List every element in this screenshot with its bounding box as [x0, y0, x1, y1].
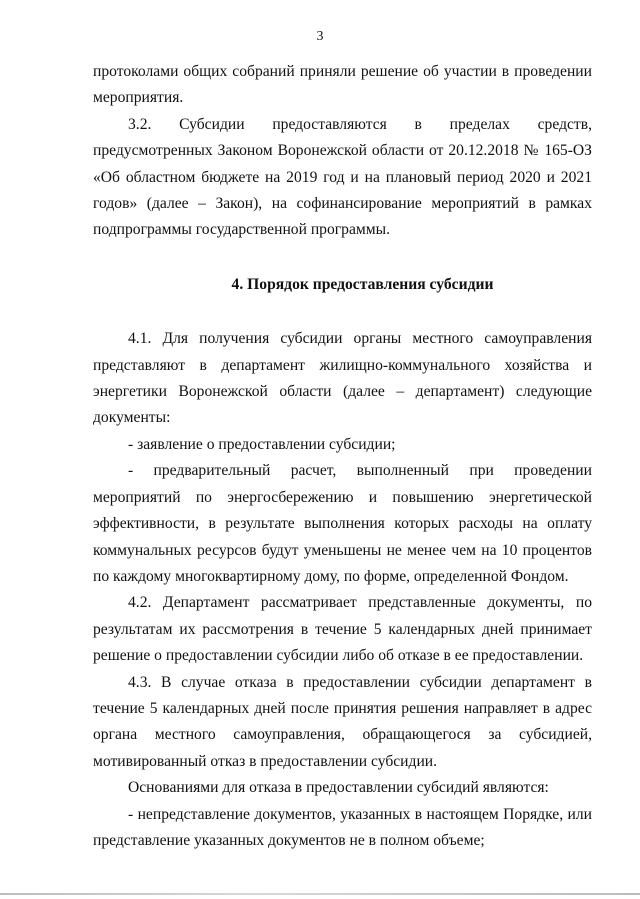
- spacer: [93, 244, 592, 272]
- paragraph-4-1: 4.1. Для получения субсидии органы местного самоуправления представляют в департамент жилищно-коммунального хозяйства и энергетики Воронежской области (далее – департамент) следующие документы:: [93, 330, 592, 427]
- paragraph-3-2: 3.2. Субсидии предоставляются в пределах средств, предусмотренных Законом Воронежской области от 20.12.2018 № 165-ОЗ «Об областном бюджете на 2019 год и на плановый период 2020 и 2021 годов» (далее – Закон), на софинансирование мероприятий в рамках подпрограммы государственной программы.: [93, 115, 592, 239]
- page-number: 3: [316, 29, 324, 44]
- list-item-missing-documents: - непредставление документов, указанных в настоящем Порядке, или представление указанных документов не в полном объеме;: [93, 805, 592, 849]
- paragraph-refusal-grounds: Основаниями для отказа в предоставлении субсидий являются:: [128, 779, 549, 797]
- paragraph-continuation: протоколами общих собраний приняли решение об участии в проведении мероприятия.: [93, 63, 592, 107]
- spacer: [93, 298, 592, 326]
- paragraph-4-3: 4.3. В случае отказа в предоставлении субсидии департамент в течение 5 календарных дней после принятия решения направляет в адрес органа местного самоуправления, обращающегося за субсидией, мотивированный отказ в предоставлении субсидии.: [93, 673, 592, 770]
- list-item-application: - заявление о предоставлении субсидии;: [128, 435, 396, 453]
- paragraph-4-2: 4.2. Департамент рассматривает представленные документы, по результатам их рассмотрения в течение 5 календарных дней принимает решение о предоставлении субсидии либо об отказе в ее предоставлении.: [93, 594, 592, 665]
- list-item-preliminary-calculation: - предварительный расчет, выполненный при проведении мероприятий по энергосбережению и повышению энергетической эффективности, в результате выполнения которых расходы на оплату коммунальных ресурсов будут уменьшены не менее чем на 10 процентов по каждому многоквартирному дому, по форме, определенной Фондом.: [93, 462, 592, 585]
- section-heading: 4. Порядок предоставления субсидии: [231, 275, 494, 293]
- document-body: [93, 59, 592, 854]
- scan-edge-line: [0, 893, 640, 895]
